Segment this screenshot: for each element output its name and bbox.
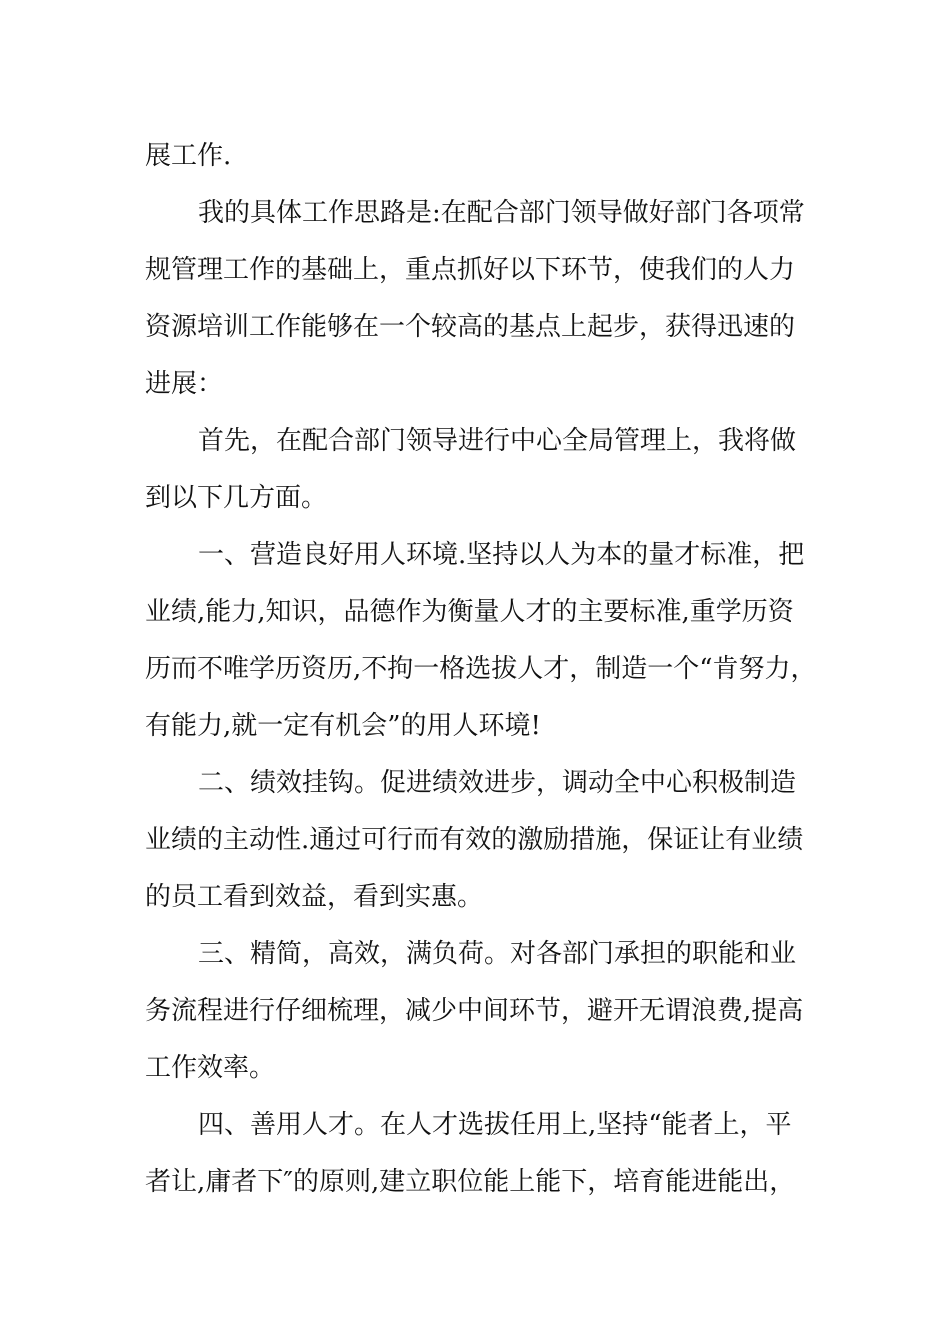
text-line: 我的具体工作思路是:在配合部门领导做好部门各项常 — [198, 198, 805, 228]
text-line: 到以下几方面。 — [145, 483, 328, 513]
text-line: 进展： — [145, 369, 224, 399]
text-line: 规管理工作的基础上，重点抓好以下环节，使我们的人力 — [145, 255, 796, 285]
text-line: 务流程进行仔细梳理，减少中间环节，避开无谓浪费,提高 — [145, 996, 804, 1026]
text-line: 工作效率。 — [145, 1053, 276, 1083]
text-line: 二、绩效挂钩。促进绩效进步，调动全中心积极制造 — [198, 768, 797, 798]
text-line: 资源培训工作能够在一个较高的基点上起步，获得迅速的 — [145, 312, 796, 342]
text-line: 业绩,能力,知识，品德作为衡量人才的主要标准,重学历资 — [145, 597, 794, 627]
text-line: 有能力,就一定有机会”的用人环境! — [145, 711, 542, 741]
text-line: 业绩的主动性.通过可行而有效的激励措施，保证让有业绩 — [145, 825, 804, 855]
text-line: 者让,庸者下″的原则,建立职位能上能下，培育能进能出， — [145, 1167, 796, 1197]
text-line: 四、善用人才。在人才选拔任用上,坚持“能者上，平 — [198, 1110, 792, 1140]
text-line: 展工作. — [145, 141, 232, 171]
text-line: 的员工看到效益，看到实惠。 — [145, 882, 484, 912]
text-line: 历而不唯学历资历,不拘一格选拔人才，制造一个“肯努力， — [145, 654, 817, 684]
text-line: 首先，在配合部门领导进行中心全局管理上，我将做 — [198, 426, 797, 456]
text-line: 三、精简，高效，满负荷。对各部门承担的职能和业 — [198, 939, 797, 969]
text-line: 一、营造良好用人环境.坚持以人为本的量才标准，把 — [198, 540, 805, 570]
